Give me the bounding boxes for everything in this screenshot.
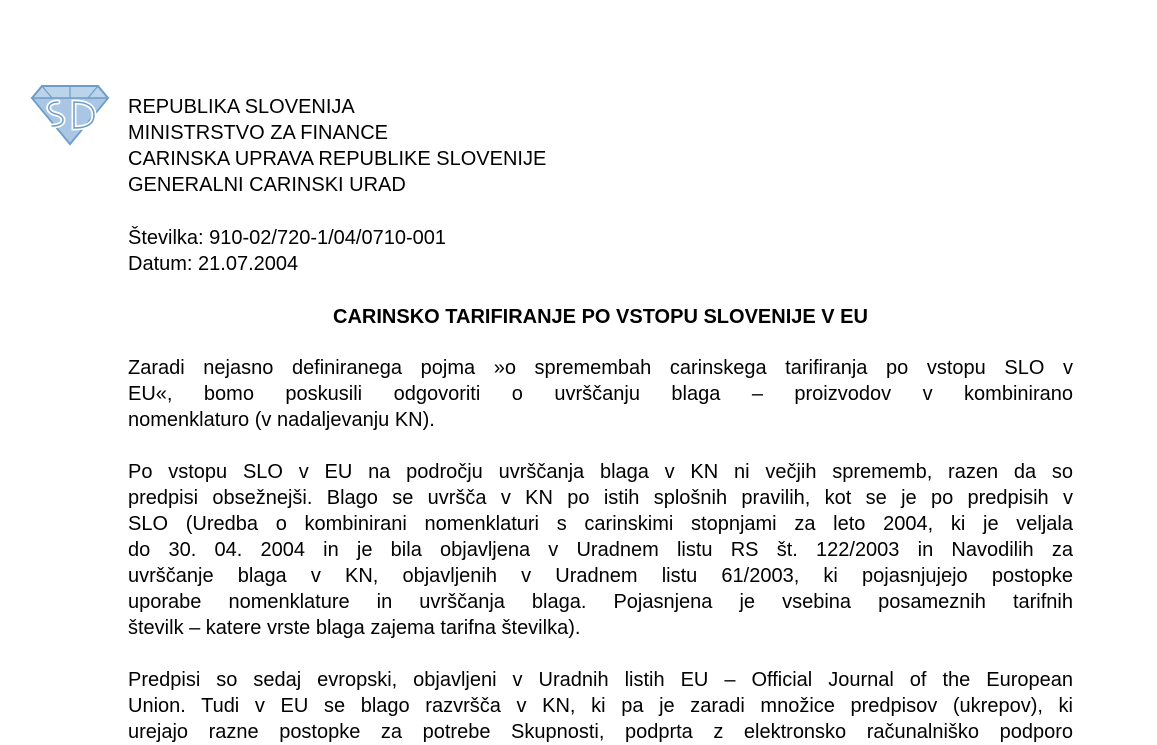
paragraph-line: EU«, bomo poskusili odgovoriti o uvrščanju blaga – proizvodov v kombinirano — [128, 383, 1073, 405]
paragraph-line: SLO (Uredba o kombinirani nomenklaturi s carinskimi stopnjami za leto 2004, ki je veljala — [128, 513, 1073, 535]
paragraph-3 — [128, 667, 1073, 745]
paragraph-line: Zaradi nejasno definiranega pojma »o spremembah carinskega tarifiranja po vstopu SLO v — [128, 357, 1073, 379]
document-number: Številka: 910-02/720-1/04/0710-001 — [128, 227, 447, 249]
paragraph-line: uvrščanje blaga v KN, objavljenih v Uradnem listu 61/2003, ki pojasnjujejo postopke — [128, 565, 1073, 587]
header-line-general-office: GENERALNI CARINSKI URAD — [128, 174, 406, 196]
paragraph-line: predpisi obsežnejši. Blago se uvršča v KN po istih splošnih pravilih, kot se je po predpisih v — [128, 487, 1073, 509]
header-line-republic: REPUBLIKA SLOVENIJA — [128, 96, 355, 118]
paragraph-line: do 30. 04. 2004 in je bila objavljena v Uradnem listu RS št. 122/2003 in Navodilih za — [128, 539, 1073, 561]
paragraph-line: urejajo razne postopke za potrebe Skupnosti, podprta z elektronsko računalniško podporo — [128, 721, 1073, 743]
header-line-customs-administration: CARINSKA UPRAVA REPUBLIKE SLOVENIJE — [128, 148, 547, 170]
paragraph-line: Union. Tudi v EU se blago razvršča v KN, ki pa je zaradi množice predpisov (ukrepov), ki — [128, 695, 1073, 717]
paragraph-2 — [128, 459, 1073, 641]
letterhead — [128, 94, 546, 198]
paragraph-line: uporabe nomenklature in uvrščanja blaga. Pojasnjena je vsebina posameznih tarifnih — [128, 591, 1073, 613]
paragraph-line: Predpisi so sedaj evropski, objavljeni v Uradnih listih EU – Official Journal of the European — [128, 669, 1073, 691]
paragraph-line: številk – katere vrste blaga zajema tarifna številka). — [128, 617, 581, 639]
header-line-ministry: MINISTRSTVO ZA FINANCE — [128, 122, 389, 144]
customs-emblem-logo — [28, 80, 112, 148]
paragraph-line: Po vstopu SLO v EU na področju uvrščanja blaga v KN ni večjih sprememb, razen da so — [128, 461, 1073, 483]
document-date: Datum: 21.07.2004 — [128, 253, 299, 275]
paragraph-1 — [128, 355, 1073, 433]
document-title: CARINSKO TARIFIRANJE PO VSTOPU SLOVENIJE V EU — [333, 306, 868, 328]
paragraph-line: nomenklaturo (v nadaljevanju KN). — [128, 409, 435, 431]
document-meta — [128, 225, 446, 277]
